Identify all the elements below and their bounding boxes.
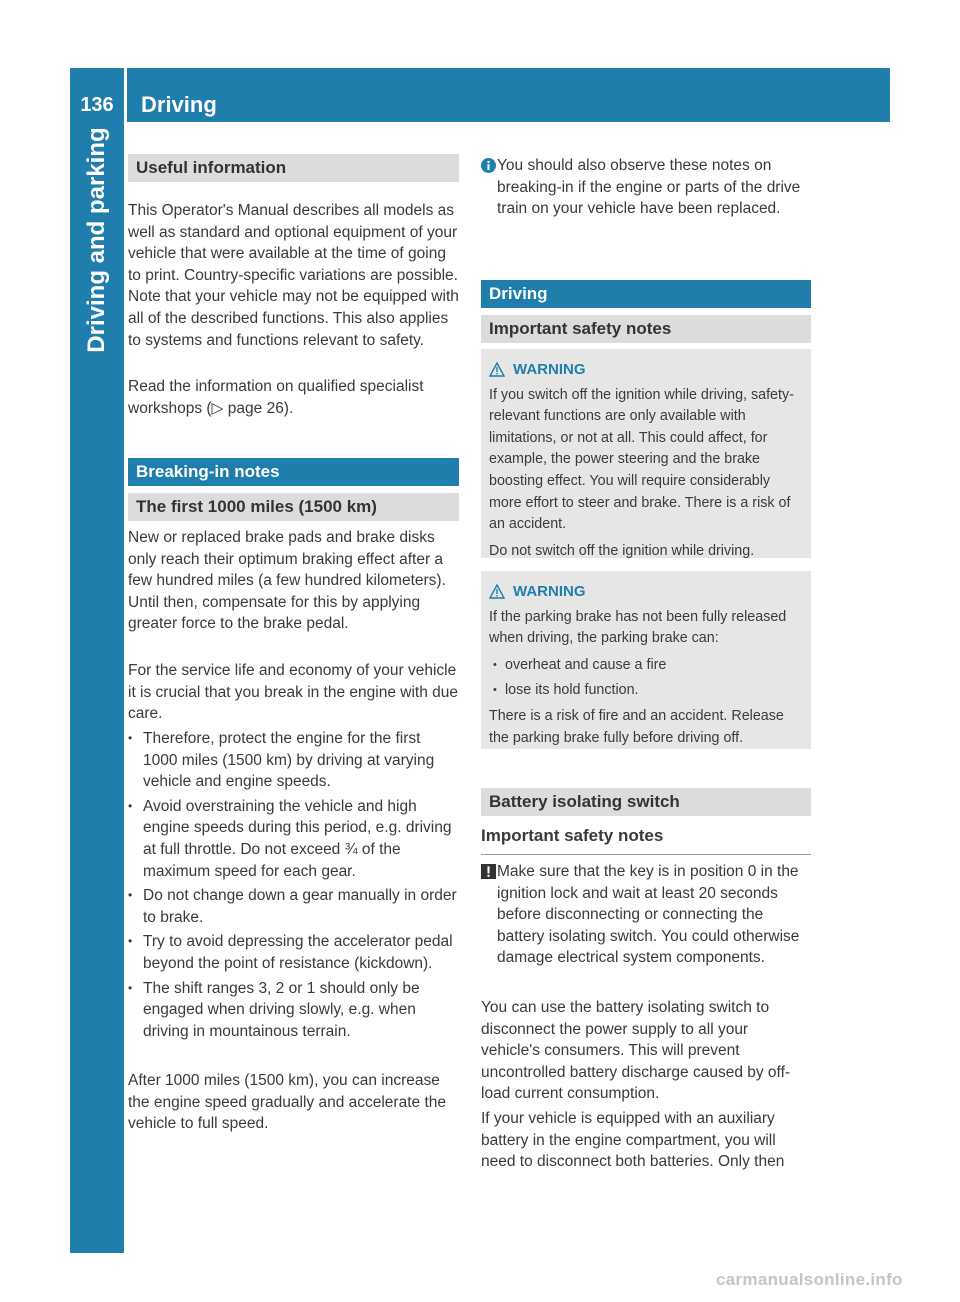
caution-note-text: Make sure that the key is in position 0 in the ignition lock and wait at least 20 seconds before disconnecting or connecting the battery isolating switch. You could otherwise damage electrical system components. xyxy=(497,863,800,967)
watermark: carmanualsonline.info xyxy=(716,1270,903,1289)
info-note-text: You should also observe these notes on breaking-in if the engine or parts of the drive train on your vehicle have been replaced. xyxy=(497,157,801,218)
after-1000-miles-paragraph: After 1000 miles (1500 km), you can increase the engine speed gradually and accelerate the vehicle to full speed. xyxy=(128,1072,446,1133)
info-icon xyxy=(481,158,496,173)
useful-info-paragraph: This Operator's Manual describes all models as well as standard and optional equipment of your vehicle that were available at the time of going to print. Country-specific variations are possible. Note that your vehicle may not be equipped with all of the described functions. This also applies to systems and functions relevant to safety. xyxy=(128,202,459,349)
warning-label: WARNING xyxy=(513,361,586,378)
warning-triangle-icon xyxy=(489,362,505,377)
warning-instruction: Do not switch off the ignition while driving. xyxy=(489,542,755,559)
list-item: • Do not change down a gear manually in order to brake. xyxy=(128,885,459,928)
list-item: • Try to avoid depressing the accelerator pedal beyond the point of resistance (kickdown). xyxy=(128,931,459,974)
list-item: • Therefore, protect the engine for the first 1000 miles (1500 km) by driving at varying vehicle and engine speeds. xyxy=(128,728,459,793)
brake-pads-paragraph: New or replaced brake pads and brake disks only reach their optimum braking effect after a few hundred miles (a few hundred kilometers). Until then, compensate for this by applying greater force to the brake pedal. xyxy=(128,529,446,633)
warning-header xyxy=(489,581,803,603)
first-1000-miles-heading: The first 1000 miles (1500 km) xyxy=(128,493,459,521)
important-safety-notes-heading: Important safety notes xyxy=(481,315,811,343)
caution-note xyxy=(481,861,811,969)
warning-list xyxy=(489,655,803,702)
warning-triangle-icon xyxy=(489,584,505,599)
warning-instruction: There is a risk of fire and an accident. Release the parking brake fully before driving off. xyxy=(489,707,784,746)
page-number: 136 xyxy=(80,94,114,116)
warning-label: WARNING xyxy=(513,583,586,600)
list-item: • The shift ranges 3, 2 or 1 should only be engaged when driving slowly, e.g. when driving in mountainous terrain. xyxy=(128,978,459,1043)
section-side-label: Driving and parking xyxy=(83,127,110,353)
header-divider xyxy=(124,68,127,122)
battery-isolating-switch-heading: Battery isolating switch xyxy=(481,788,811,816)
breaking-in-heading: Breaking-in notes xyxy=(128,458,459,486)
driving-heading: Driving xyxy=(481,280,811,308)
warning-text: If the parking brake has not been fully released when driving, the parking brake can: xyxy=(489,608,787,647)
battery-safety-subheading: Important safety notes xyxy=(481,826,811,855)
service-life-paragraph: For the service life and economy of your vehicle it is crucial that you break in the engine with due care. xyxy=(128,662,458,723)
warning-header xyxy=(489,359,803,381)
warning-box-parking-brake xyxy=(481,571,811,749)
caution-icon xyxy=(481,864,496,879)
breaking-in-list xyxy=(128,728,459,1045)
list-item: • Avoid overstraining the vehicle and high engine speeds during this period, e.g. driving at full throttle. Do not exceed ¾ of the maximum speed for each gear. xyxy=(128,796,459,882)
warning-box-ignition xyxy=(481,349,811,558)
info-note xyxy=(481,155,811,220)
specialist-workshop-paragraph: Read the information on qualified specialist workshops (▷ page 26). xyxy=(128,378,424,417)
battery-paragraph-1: You can use the battery isolating switch to disconnect the power supply to all your vehicle's consumers. This will prevent uncontrolled battery discharge caused by off-load current consumption. xyxy=(481,999,791,1103)
list-item: • lose its hold function. xyxy=(489,680,803,702)
useful-info-heading: Useful information xyxy=(128,154,459,182)
list-item: • overheat and cause a fire xyxy=(489,655,803,677)
page-title: Driving xyxy=(141,92,217,117)
battery-paragraph-2: If your vehicle is equipped with an auxiliary battery in the engine compartment, you will need to disconnect both batteries. Only then xyxy=(481,1110,785,1171)
warning-text: If you switch off the ignition while driving, safety-relevant functions are only available with limitations, or not at all. This could affect, for example, the power steering and the brake boosting effect. You will require considerably more effort to steer and brake. There is a risk of an accident. xyxy=(489,386,794,533)
